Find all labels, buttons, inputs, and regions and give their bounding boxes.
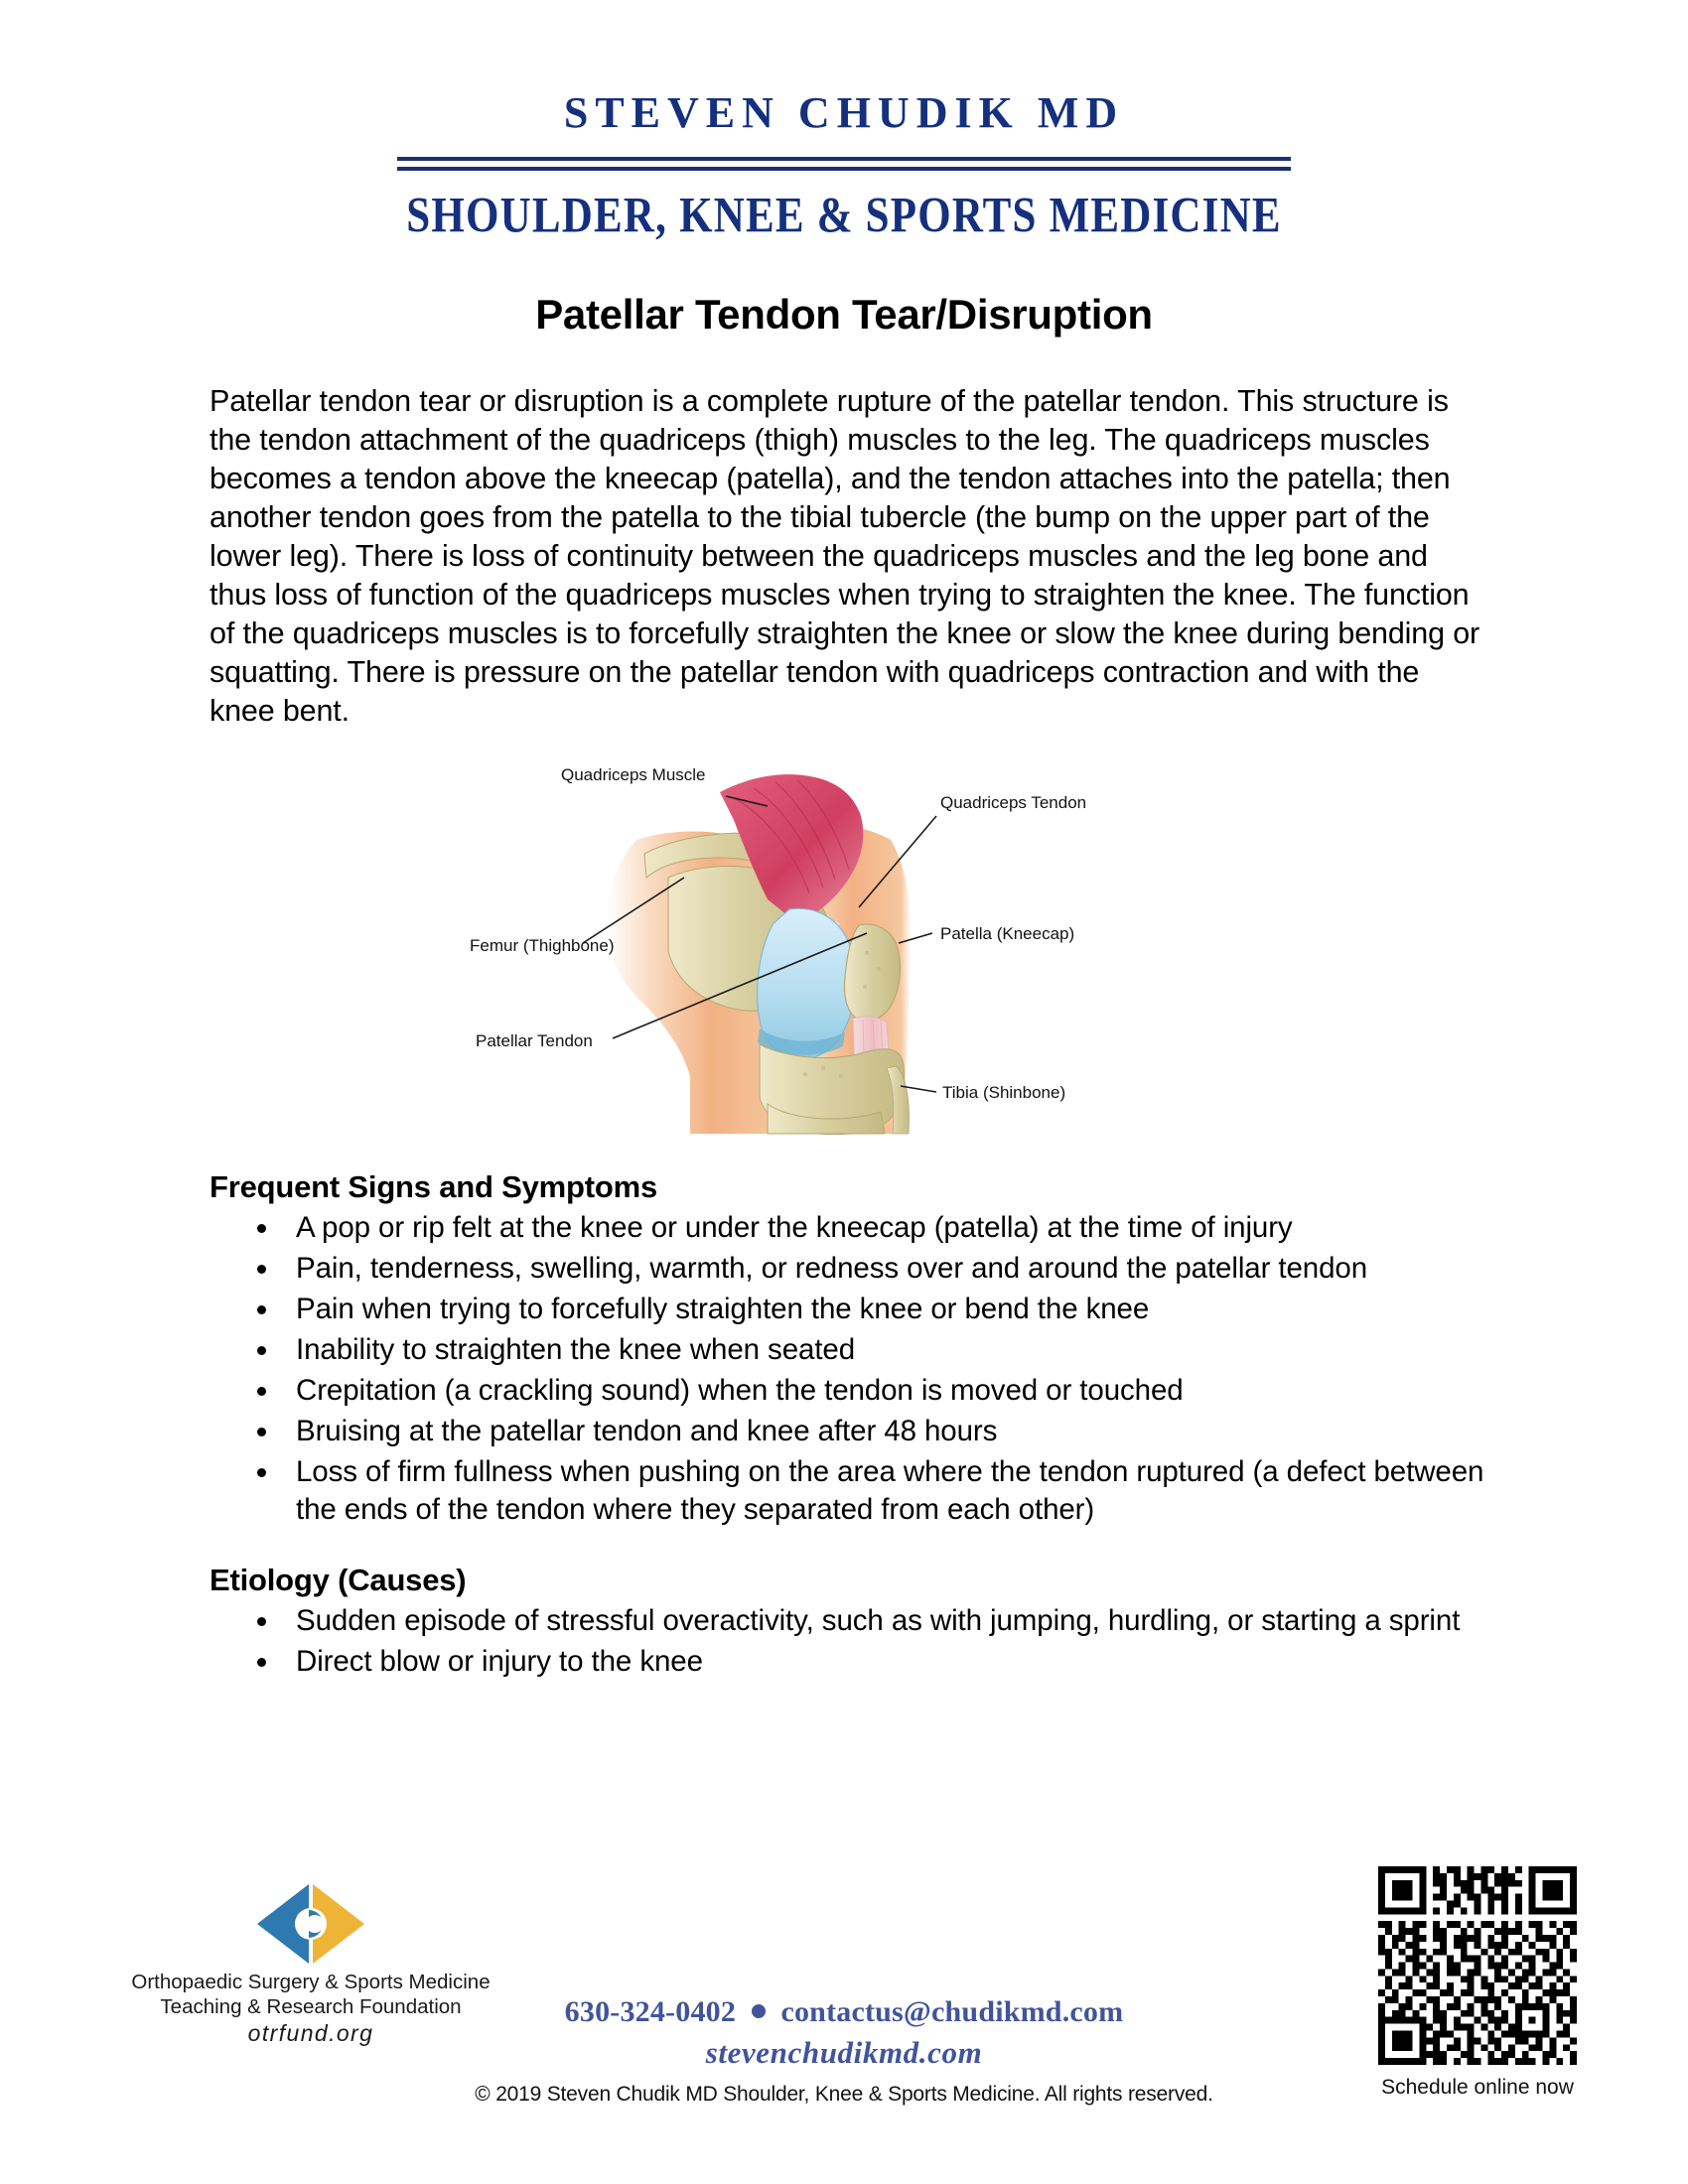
list-item	[210, 1643, 1484, 1681]
label-tibia: Tibia (Shinbone)	[942, 1083, 1066, 1102]
section-etiology	[210, 1563, 1484, 1681]
femoral-cartilage	[758, 908, 856, 1058]
list-item-text: Bruising at the patellar tendon and knee after 48 hours	[296, 1415, 998, 1447]
bullet-icon	[257, 1468, 266, 1477]
otr-name-line-2: Teaching & Research Foundation	[160, 1995, 462, 2018]
separator-dot-icon	[752, 2004, 766, 2018]
signs-and-symptoms-list	[210, 1209, 1484, 1529]
tibia-bone	[760, 1044, 905, 1135]
document-content	[204, 382, 1484, 1681]
practice-specialty: SHOULDER, KNEE & SPORTS MEDICINE	[406, 188, 1282, 244]
list-item	[210, 1453, 1484, 1529]
qr-caption: Schedule online now	[1381, 2076, 1574, 2099]
list-item	[210, 1291, 1484, 1328]
list-item	[210, 1331, 1484, 1369]
list-item	[210, 1209, 1484, 1247]
logo-inner-white-icon	[306, 1915, 324, 1933]
bullet-icon	[257, 1658, 266, 1667]
list-item-text: A pop or rip felt at the knee or under the kneecap (patella) at the time of injury	[296, 1211, 1293, 1244]
practice-name: STEVEN CHUDIK MD	[563, 88, 1125, 137]
knee-anatomy-illustration	[470, 758, 1224, 1136]
header-rules	[397, 157, 1291, 171]
otr-foundation-logo	[251, 1878, 370, 1970]
knee-anatomy-figure	[470, 758, 1224, 1136]
otr-website-link[interactable]: otrfund.org	[247, 2020, 374, 2046]
label-patellar-tendon: Patellar Tendon	[476, 1031, 593, 1050]
qr-code-icon[interactable]	[1378, 1866, 1577, 2065]
list-item	[210, 1250, 1484, 1288]
list-item-text: Inability to straighten the knee when seated	[296, 1333, 856, 1366]
list-item	[210, 1602, 1484, 1640]
header-rule-bottom	[397, 167, 1291, 171]
copyright-notice: © 2019 Steven Chudik MD Shoulder, Knee & Sports Medicine. All rights reserved.	[475, 2083, 1213, 2106]
email-address[interactable]: contactus@chudikmd.com	[780, 1995, 1124, 2028]
list-item-text: Loss of firm fullness when pushing on the area where the tendon ruptured (a defect between the ends of the tendon where they separated from each other)	[296, 1455, 1484, 1526]
label-quadriceps-muscle: Quadriceps Muscle	[561, 765, 706, 784]
list-item-text: Sudden episode of stressful overactivity, such as with jumping, hurdling, or starting a sprint	[296, 1604, 1461, 1637]
section-signs-and-symptoms	[210, 1169, 1484, 1529]
bullet-icon	[257, 1224, 266, 1233]
label-femur: Femur (Thighbone)	[470, 936, 615, 955]
list-item-text: Pain, tenderness, swelling, warmth, or redness over and around the patellar tendon	[296, 1252, 1368, 1285]
list-item-text: Crepitation (a crackling sound) when the tendon is moved or touched	[296, 1374, 1184, 1407]
list-item-text: Direct blow or injury to the knee	[296, 1645, 703, 1678]
bullet-icon	[257, 1305, 266, 1314]
bullet-icon	[257, 1265, 266, 1274]
bullet-icon	[257, 1428, 266, 1436]
bullet-icon	[257, 1617, 266, 1626]
otr-foundation-block	[117, 1878, 504, 2047]
phone-number[interactable]: 630-324-0402	[564, 1995, 737, 2028]
bullet-icon	[257, 1387, 266, 1396]
section-heading: Etiology (Causes)	[210, 1563, 467, 1597]
list-item	[210, 1413, 1484, 1450]
qr-code-block	[1378, 1866, 1577, 2100]
list-item	[210, 1372, 1484, 1410]
page-footer	[0, 1856, 1688, 2184]
label-patella: Patella (Kneecap)	[940, 924, 1075, 943]
page-title: Patellar Tendon Tear/Disruption	[535, 291, 1153, 338]
header-rule-top	[397, 157, 1291, 161]
label-quadriceps-tendon: Quadriceps Tendon	[940, 793, 1087, 812]
etiology-list	[210, 1602, 1484, 1681]
contact-block	[496, 1995, 1192, 2071]
section-heading: Frequent Signs and Symptoms	[210, 1169, 658, 1204]
intro-paragraph: Patellar tendon tear or disruption is a complete rupture of the patellar tendon. This structure is the tendon attachment of the quadriceps (thigh) muscles to the leg. The quadriceps muscles becomes a tendon above the kneecap (patella), and the tendon attaches into the patella; then another tendon goes from the patella to the tibial tubercle (the bump on the upper part of the lower leg). There is loss of continuity between the quadriceps muscles and the leg bone and thus loss of function of the quadriceps muscles when trying to straighten the knee. The function of the quadriceps muscles is to forcefully straighten the knee or slow the knee during bending or squatting. There is pressure on the patellar tendon with quadriceps contraction and with the knee bent.	[210, 384, 1480, 728]
practice-website-link[interactable]: stevenchudikmd.com	[705, 2035, 983, 2070]
otr-name-line-1: Orthopaedic Surgery & Sports Medicine	[131, 1971, 491, 1993]
bullet-icon	[257, 1346, 266, 1355]
list-item-text: Pain when trying to forcefully straighten the knee or bend the knee	[296, 1293, 1150, 1325]
contact-phone-email-line	[496, 1995, 1192, 2029]
letterhead	[0, 0, 1688, 244]
